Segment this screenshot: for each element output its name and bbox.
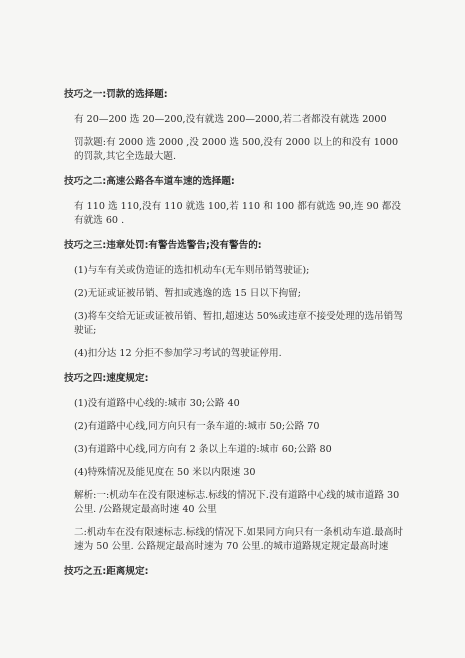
paragraph: (2)无证或证被吊销、暂扣或逃逸的选 15 日以下拘留; bbox=[74, 288, 302, 299]
paragraph: 二:机动车在没有限速标志.标线的情况下.如果同方向只有一条机动车道.最高时速为 50 公里. 公路规定最高时速为 70 公里.的城市道路规定规定最高时速 bbox=[74, 527, 403, 552]
paragraph: (3)有道路中心线,同方向有 2 条以上车道的:城市 60;公路 80 bbox=[74, 444, 332, 455]
paragraph: 罚款题:有 2000 选 2000 ,没 2000 选 500,没有 2000 以上的和没有 1000 的罚款,其它全选最大题. bbox=[74, 137, 399, 162]
paragraph: 有 20—200 选 20—200,没有就选 200—2000,若二者都没有就选 2000 bbox=[74, 114, 387, 125]
paragraph: (4)扣分达 12 分拒不参加学习考试的驾驶证停用. bbox=[74, 348, 282, 359]
paragraph: (4)特殊情况及能见度在 50 米以内限速 30 bbox=[74, 467, 256, 478]
section-heading: 技巧之一:罚款的选择题: bbox=[64, 89, 168, 100]
section-heading: 技巧之五:距离规定: bbox=[64, 566, 149, 577]
paragraph: 有 110 选 110,没有 110 就选 100,若 110 和 100 都有就选 90,连 90 都没有就选 60 . bbox=[74, 201, 401, 226]
section-heading: 技巧之四:速度规定: bbox=[64, 373, 149, 384]
paragraph: 解析:一:机动车在没有限速标志.标线的情况下.没有道路中心线的城市道路 30 公里. /公路规定最高时速 40 公里 bbox=[74, 490, 400, 515]
section-heading: 技巧之三:违章处罚:有警告选警告;没有警告的: bbox=[64, 240, 262, 251]
paragraph: (1)没有道路中心线的:城市 30;公路 40 bbox=[74, 398, 240, 409]
section-heading: 技巧之二:高速公路各车道车速的选择题: bbox=[64, 176, 235, 187]
document-body bbox=[64, 88, 404, 579]
paragraph: (1)与车有关或伪造证的选扣机动车(无车则吊销驾驶证); bbox=[74, 265, 310, 276]
paragraph: (2)有道路中心线,同方向只有一条车道的:城市 50;公路 70 bbox=[74, 421, 320, 432]
paragraph: (3)将车交给无证或证被吊销、暂扣,超速达 50%或违章不接受处理的选吊销驾驶证; bbox=[74, 311, 403, 336]
